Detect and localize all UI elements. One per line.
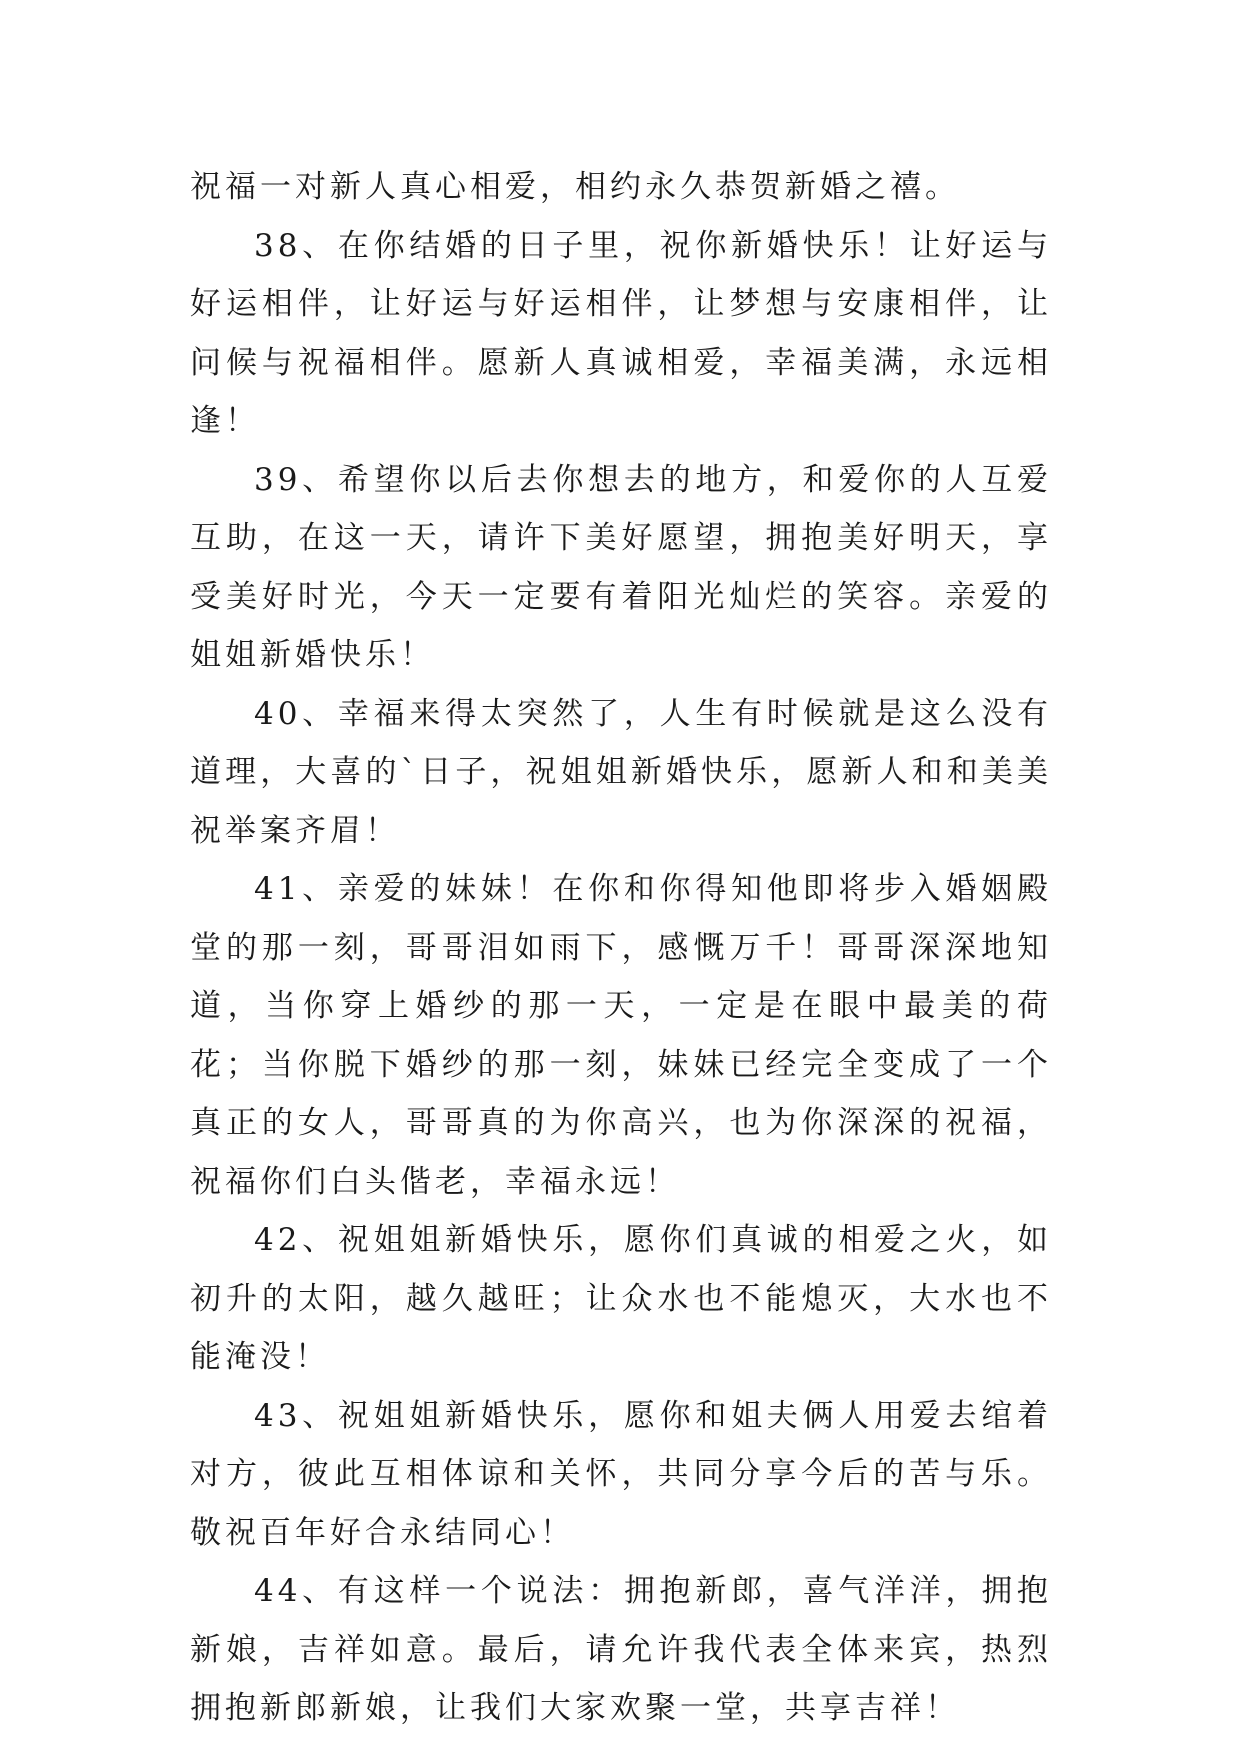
document-body bbox=[190, 158, 1052, 1738]
paragraph-38: 38、在你结婚的日子里，祝你新婚快乐！让好运与好运相伴，让好运与好运相伴，让梦想与安康相伴，让问候与祝福相伴。愿新人真诚相爱，幸福美满，永远相逢！ bbox=[190, 227, 1052, 439]
paragraph-40: 40、幸福来得太突然了，人生有时候就是这么没有道理，大喜的`日子，祝姐姐新婚快乐，愿新人和和美美祝举案齐眉！ bbox=[190, 695, 1052, 849]
paragraph-43: 43、祝姐姐新婚快乐，愿你和姐夫俩人用爱去绾着对方，彼此互相体谅和关怀，共同分享今后的苦与乐。敬祝百年好合永结同心！ bbox=[190, 1397, 1052, 1551]
paragraph-continuation: 祝福一对新人真心相爱，相约永久恭贺新婚之禧。 bbox=[190, 169, 960, 205]
paragraph-42: 42、祝姐姐新婚快乐，愿你们真诚的相爱之火，如初升的太阳，越久越旺；让众水也不能熄灭，大水也不能淹没！ bbox=[190, 1222, 1052, 1375]
paragraph-41: 41、亲爱的妹妹！在你和你得知他即将步入婚姻殿堂的那一刻，哥哥泪如雨下，感慨万千！哥哥深深地知道，当你穿上婚纱的那一天，一定是在眼中最美的荷花；当你脱下婚纱的那一刻，妹妹已经完全变成了一个真正的女人，哥哥真的为你高兴，也为你深深的祝福，祝福你们白头偕老，幸福永远！ bbox=[190, 871, 1052, 1200]
paragraph-39: 39、希望你以后去你想去的地方，和爱你的人互爱互助，在这一天，请许下美好愿望，拥抱美好明天，享受美好时光，今天一定要有着阳光灿烂的笑容。亲爱的姐姐新婚快乐！ bbox=[190, 461, 1052, 673]
paragraph-44: 44、有这样一个说法：拥抱新郎，喜气洋洋，拥抱新娘，吉祥如意。最后，请允许我代表全体来宾，热烈拥抱新郎新娘，让我们大家欢聚一堂，共享吉祥！ bbox=[190, 1573, 1052, 1726]
